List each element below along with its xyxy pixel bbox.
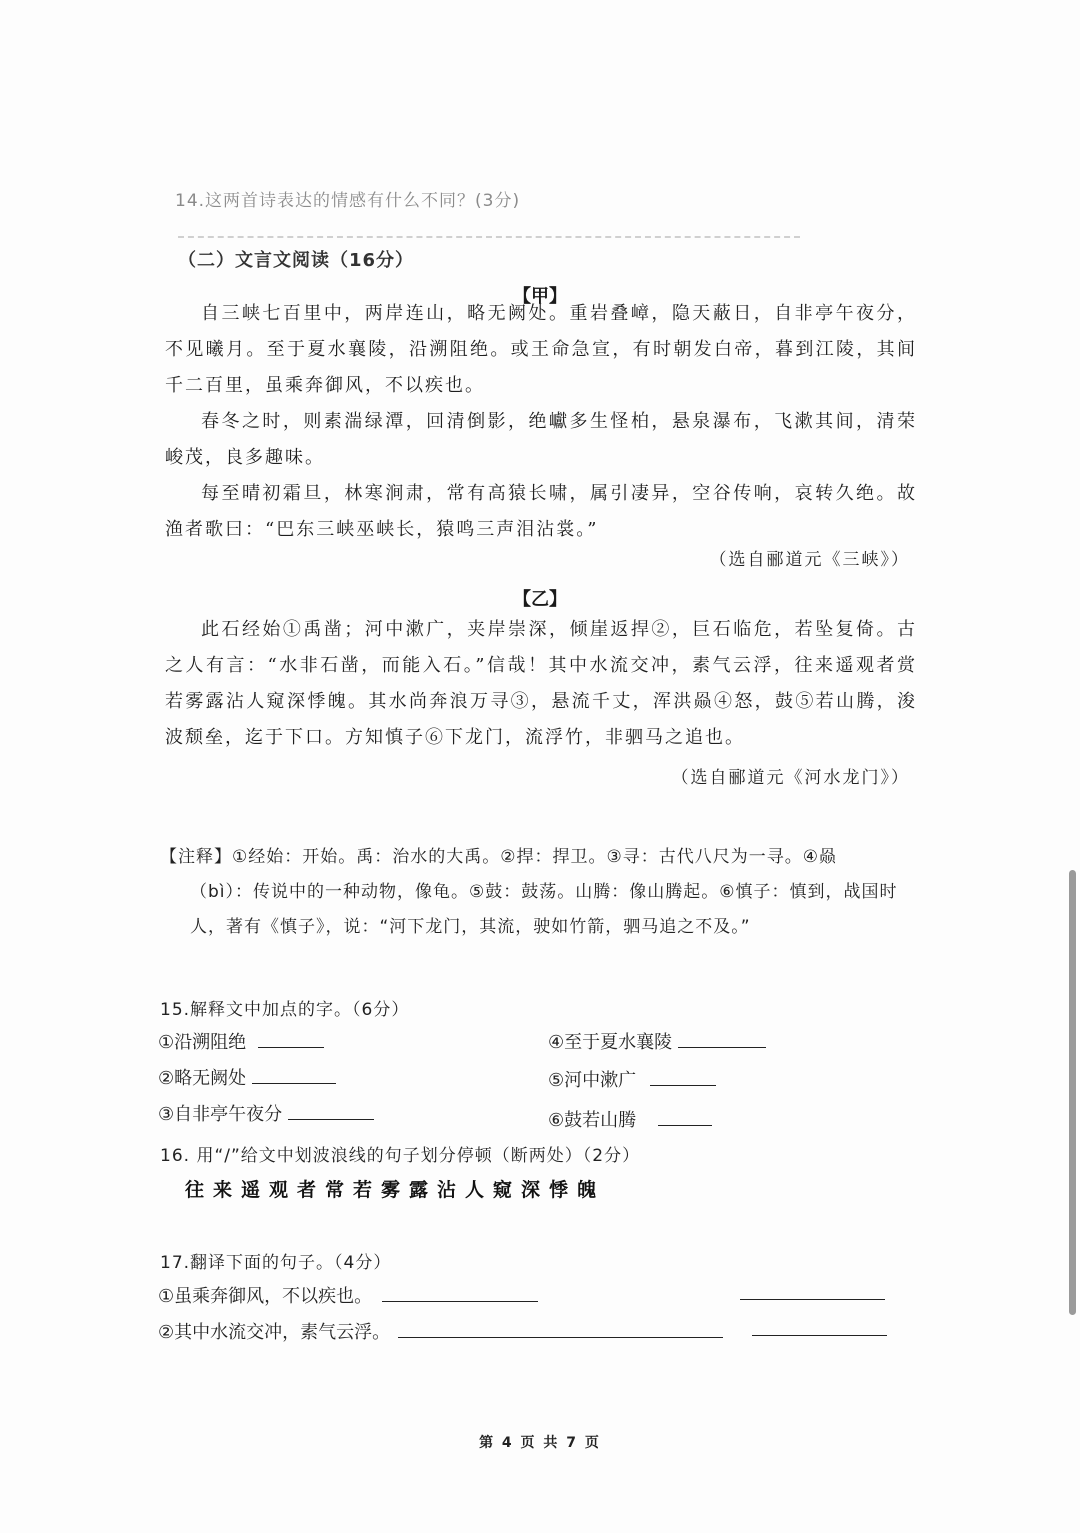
- passage-jia-source: （选自郦道元《三峡》）: [709, 550, 910, 570]
- annotations-continued: （bì）：传说中的一种动物，像龟。⑤鼓：鼓荡。山腾：像山腾起。⑥慎子：慎到，战国时人，著有《慎子》，说：“河下龙门，其流，驶如竹箭，驷马追之不及。”: [190, 882, 898, 937]
- passage-jia-paragraph: 每至晴初霜旦，林寒涧肃，常有高猿长啸，属引凄异，空谷传响，哀转久绝。故渔者歌曰：“巴东三峡巫峡长，猿鸣三声泪沾裳。”: [165, 483, 917, 540]
- faded-question-14: 14.这两首诗表达的情感有什么不同？(3分): [175, 191, 521, 211]
- answer-blank[interactable]: [658, 1109, 712, 1126]
- answer-line[interactable]: [752, 1335, 887, 1336]
- section-title: （二）文言文阅读（16分）: [178, 250, 415, 271]
- answer-blank[interactable]: [678, 1031, 766, 1048]
- wavy-sentence: 往来遥观者常若雾露沾人窥深悸魄: [185, 1179, 606, 1201]
- passage-yi-source: （选自郦道元《河水龙门》）: [671, 768, 910, 788]
- passage-jia-paragraph: 自三峡七百里中，两岸连山，略无阙处。重岩叠嶂，隐天蔽日，自非亭午夜分，不见曦月。至于夏水襄陵，沿溯阻绝。或王命急宣，有时朝发白帝，暮到江陵，其间千二百里，虽乘奔御风，不以疾也。: [165, 303, 917, 396]
- q15-item-text: ①沿溯阻绝: [158, 1032, 247, 1053]
- passage-jia: [165, 296, 917, 548]
- q15-item-text: ⑤河中漱广: [548, 1070, 637, 1091]
- q15-item-3: [158, 1100, 374, 1126]
- q15-item-6: [548, 1106, 712, 1132]
- q15-item-text: ③自非亭午夜分: [158, 1104, 283, 1125]
- q15-item-5: [548, 1066, 716, 1092]
- q15-item-2: [158, 1064, 336, 1090]
- passage-yi: [165, 612, 917, 756]
- q15-item-1: [158, 1028, 324, 1054]
- answer-line[interactable]: [398, 1337, 723, 1338]
- annotations-first-line: 【注释】①经始：开始。禹：治水的大禹。②捍：捍卫。③寻：古代八尺为一寻。④赑: [160, 847, 837, 867]
- passage-jia-paragraph: 春冬之时，则素湍绿潭，回清倒影，绝巘多生怪柏，悬泉瀑布，飞漱其间，清荣峻茂，良多趣味。: [165, 411, 917, 468]
- q15-item-text: ④至于夏水襄陵: [548, 1032, 673, 1053]
- q15-item-text: ②略无阙处: [158, 1068, 247, 1089]
- faded-answer-line: [178, 236, 800, 238]
- passage-yi-paragraph: 此石经始①禹凿；河中漱广，夹岸崇深，倾崖返捍②，巨石临危，若坠复倚。古之人有言：“水非石凿，而能入石。”信哉！其中水流交冲，素气云浮，往来遥观者赏若雾露沾人窥深悸魄。其水尚奔浪万寻③，悬流千丈，浑洪赑④怒，鼓⑤若山腾，浚波颓垒，迄于下口。方知慎子⑥下龙门，流浮竹，非驷马之追也。: [165, 619, 917, 748]
- question-15-title: 15.解释文中加点的字。（6分）: [160, 1000, 410, 1020]
- q15-item-4: [548, 1028, 766, 1054]
- q17-item-1: ①虽乘奔御风，不以疾也。: [158, 1286, 373, 1307]
- answer-line[interactable]: [740, 1299, 885, 1300]
- answer-blank[interactable]: [650, 1069, 716, 1086]
- answer-blank[interactable]: [252, 1067, 336, 1084]
- page-number: 第 4 页 共 7 页: [479, 1435, 601, 1451]
- answer-blank[interactable]: [288, 1103, 374, 1120]
- passage-jia-title: 【甲】: [513, 286, 567, 307]
- answer-blank[interactable]: [258, 1031, 324, 1048]
- passage-yi-title: 【乙】: [513, 589, 567, 610]
- q17-item-2: ②其中水流交冲，素气云浮。: [158, 1322, 391, 1343]
- annotations: [160, 840, 915, 945]
- question-17-title: 17.翻译下面的句子。（4分）: [160, 1253, 392, 1273]
- scrollbar-thumb[interactable]: [1069, 870, 1076, 1315]
- answer-line[interactable]: [382, 1301, 538, 1302]
- question-16-title: 16. 用“/”给文中划波浪线的句子划分停顿（断两处）（2分）: [160, 1146, 641, 1166]
- q15-item-text: ⑥鼓若山腾: [548, 1110, 637, 1131]
